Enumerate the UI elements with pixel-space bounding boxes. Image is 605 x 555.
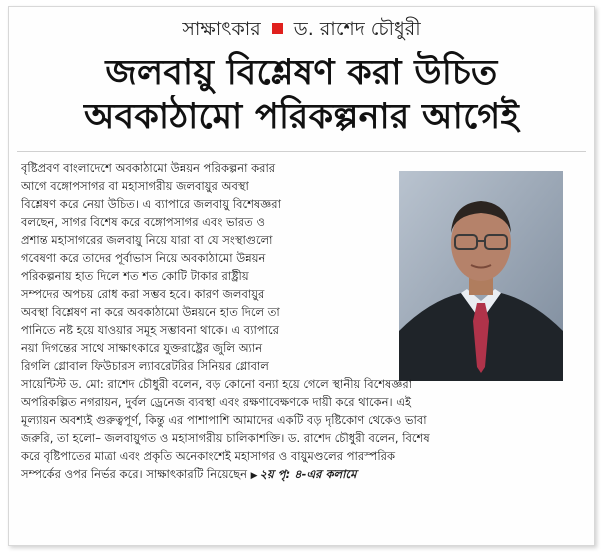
last-line-text: সম্পর্কের ওপর নির্ভর করে। সাক্ষাৎকারটি নিয়েছেন (21, 467, 247, 481)
body-line: সম্পদের অপচয় রোধ করা সম্ভব হবে। কারণ জলবায়ুর (21, 287, 265, 301)
body-line: বৃষ্টিপ্রবণ বাংলাদেশে অবকাঠামো উন্নয়ন পরিকল্পনা করার (21, 161, 276, 175)
continued-reference[interactable] (251, 467, 357, 481)
body-line: বলছেন, সাগর বিশেষ করে বঙ্গোপসাগর এবং ভারত ও (21, 215, 265, 229)
body-line: নয়া দিগন্তের সাথে সাক্ষাৎকারে যুক্তরাষ্ট্রের জুলি অ্যান (21, 341, 263, 355)
portrait-photo (399, 171, 563, 381)
body-line: পানিতে নষ্ট হয়ে যাওয়ার সমূহ সম্ভাবনা থাকে। এ ব্যাপারে (21, 323, 279, 337)
portrait-illustration (399, 171, 563, 381)
article-body-full-width (21, 375, 582, 485)
kicker (9, 17, 594, 41)
body-line: প্রশান্ত মহাসাগরের জলবায়ু নিয়ে যারা বা যে সংস্থাগুলো (21, 233, 273, 247)
body-line: মূল্যায়ন অবশ্যই গুরুত্বপূর্ণ, কিন্তু এর পাশাপাশি আমাদের একটি বড় দৃষ্টিকোণ থেকেও ভাবা (21, 413, 427, 427)
article-last-line (21, 465, 582, 485)
news-clipping (8, 6, 595, 546)
kicker-section: সাক্ষাৎকার (182, 18, 261, 40)
body-line: জরুরি, তা হলো– জলবায়ুগত ও মহাসাগরীয় চালিকাশক্তি। ড. রাশেদ চৌধুরী বলেন, বিশেষ (21, 431, 430, 445)
triangle-pointer-icon: ▶ (250, 471, 258, 481)
red-square-separator-icon (272, 23, 283, 34)
body-line: সায়েন্টিস্ট ড. মো: রাশেদ চৌধুরী বলেন, বড় কোনো বন্যা হয়ে গেলে স্থানীয় বিশেষজ্ঞরা (21, 377, 413, 391)
full-width-lines (21, 375, 582, 465)
divider-rule (17, 151, 586, 152)
body-line: বিশ্লেষণ করে নেয়া উচিত। এ ব্যাপারে জলবায়ু বিশেষজ্ঞরা (21, 197, 281, 211)
kicker-person: ড. রাশেদ চৌধুরী (293, 18, 421, 40)
headline-line-1: জলবায়ু বিশ্লেষণ করা উচিত (105, 53, 498, 93)
body-line: অবস্থা বিশ্লেষণ না করে অবকাঠামো উন্নয়নে হাত দিলে তা (21, 305, 280, 319)
body-line: গবেষণা করে তাদের পূর্বাভাস নিয়ে অবকাঠামো উন্নয়ন (21, 251, 266, 265)
body-line: আগে বঙ্গোপসাগর বা মহাসাগরীয় জলবায়ুর অবস্থা (21, 179, 249, 193)
body-line: অপরিকল্পিত নগরায়ন, দুর্বল ড্রেনেজ ব্যবস্থা এবং রক্ষণাবেক্ষণকে দায়ী করে থাকেন। এই (21, 395, 412, 409)
continued-text: ২য় পৃ: ৪-এর কলামে (259, 467, 357, 481)
body-line: করে বৃষ্টিপাতের মাত্রা এবং প্রকৃতি অনেকাংশেই মহাসাগর ও বায়ুমণ্ডলের পারস্পরিক (21, 449, 396, 463)
headline (9, 51, 594, 139)
headline-line-2: অবকাঠামো পরিকল্পনার আগেই (84, 97, 519, 137)
body-line: রিগলি গ্লোবাল ফিউচারস ল্যাবরেটরির সিনিয়র গ্লোবাল (21, 359, 269, 373)
article-body-column (21, 159, 391, 375)
body-line: পরিকল্পনায় হাত দিলে শত শত কোটি টাকার রাষ্ট্রীয় (21, 269, 249, 283)
